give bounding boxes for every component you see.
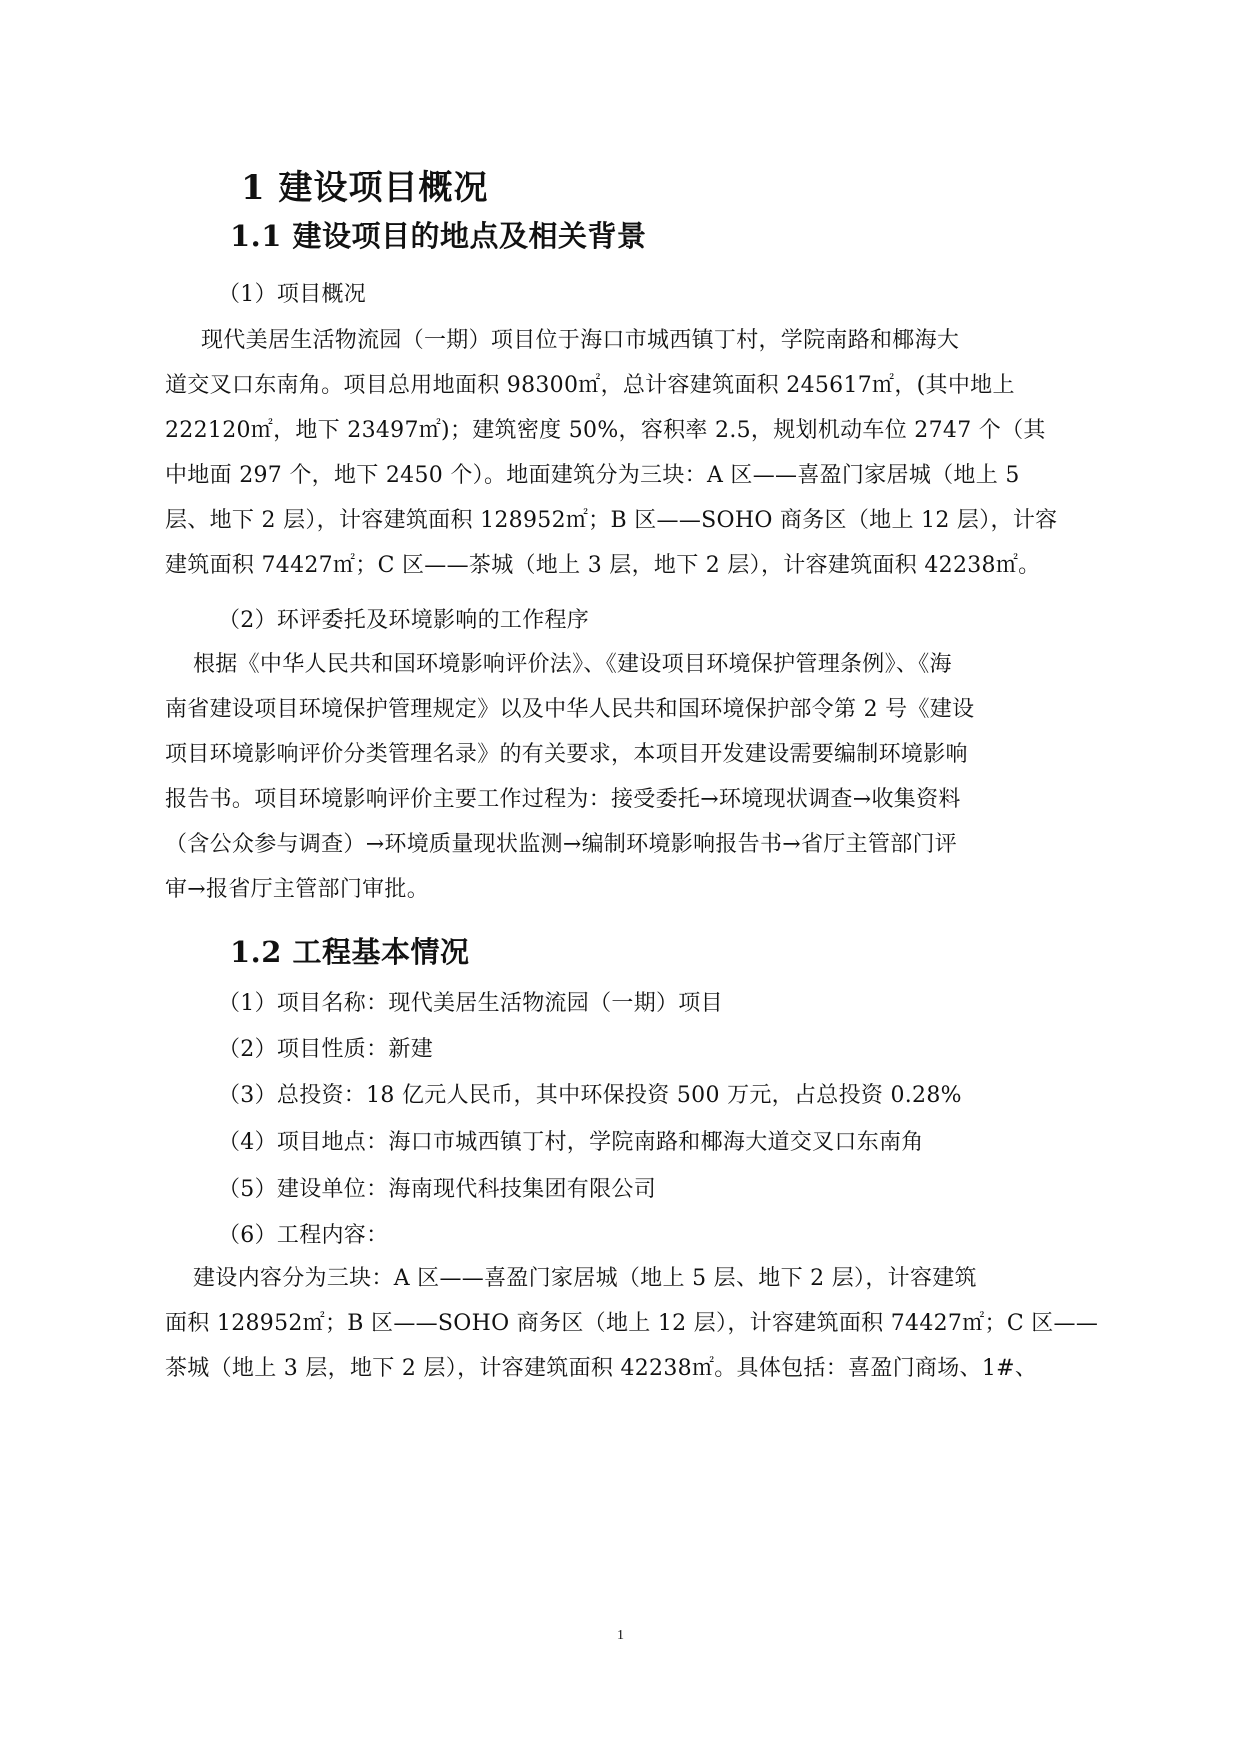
- list-item-project-content: （6）工程内容：: [218, 1223, 389, 1248]
- paragraph-line: 报告书。项目环境影响评价主要工作过程为：接受委托→环境现状调查→收集资料: [165, 787, 961, 812]
- paragraph-line: 南省建设项目环境保护管理规定》以及中华人民共和国环境保护部令第 2 号《建设: [165, 697, 975, 722]
- subsection-label-project-overview: （1）项目概况: [218, 282, 367, 307]
- list-item-project-location: （4）项目地点：海口市城西镇丁村，学院南路和椰海大道交叉口东南角: [218, 1130, 924, 1155]
- paragraph-line: 茶城（地上 3 层，地下 2 层），计容建筑面积 42238㎡。具体包括：喜盈门商场、1#、: [165, 1356, 1038, 1381]
- list-item-total-investment: （3）总投资：18 亿元人民币，其中环保投资 500 万元，占总投资 0.28%: [218, 1083, 962, 1108]
- paragraph-line: 222120㎡，地下 23497㎡)；建筑密度 50%，容积率 2.5，规划机动车位 2747 个（其: [165, 418, 1046, 443]
- list-item-project-nature: （2）项目性质：新建: [218, 1037, 433, 1062]
- paragraph-line: 审→报省厅主管部门审批。: [165, 877, 430, 902]
- page-number: 1: [617, 1628, 624, 1643]
- list-item-project-name: （1）项目名称：现代美居生活物流园（一期）项目: [218, 991, 723, 1016]
- paragraph-project-overview: [165, 318, 1077, 588]
- paragraph-construction-content: [165, 1256, 1099, 1391]
- paragraph-line: 建设内容分为三块：A 区——喜盈门家居城（地上 5 层、地下 2 层），计容建筑: [193, 1266, 977, 1291]
- paragraph-line: 建筑面积 74427㎡；C 区——茶城（地上 3 层，地下 2 层），计容建筑面积 42238㎡。: [165, 553, 1041, 578]
- subsection-label-eia-procedure: （2）环评委托及环境影响的工作程序: [218, 608, 590, 633]
- list-item-construction-unit: （5）建设单位：海南现代科技集团有限公司: [218, 1177, 656, 1202]
- paragraph-line: 项目环境影响评价分类管理名录》的有关要求，本项目开发建设需要编制环境影响: [165, 742, 968, 767]
- paragraph-line: （含公众参与调查）→环境质量现状监测→编制环境影响报告书→省厅主管部门评: [165, 832, 958, 857]
- chapter-heading: 1 建设项目概况: [241, 168, 489, 208]
- paragraph-line: 面积 128952㎡；B 区——SOHO 商务区（地上 12 层），计容建筑面积 74427㎡；C 区——: [165, 1311, 1099, 1336]
- paragraph-line: 现代美居生活物流园（一期）项目位于海口市城西镇丁村，学院南路和椰海大: [201, 328, 960, 353]
- paragraph-line: 道交叉口东南角。项目总用地面积 98300㎡，总计容建筑面积 245617㎡，(其中地上: [165, 373, 1015, 398]
- section-heading-1-1: 1.1 建设项目的地点及相关背景: [230, 219, 647, 253]
- paragraph-eia-procedure: [165, 642, 1077, 912]
- paragraph-line: 层、地下 2 层），计容建筑面积 128952㎡；B 区——SOHO 商务区（地上 12 层），计容: [165, 508, 1058, 533]
- paragraph-line: 中地面 297 个，地下 2450 个）。地面建筑分为三块：A 区——喜盈门家居城（地上 5: [165, 463, 1020, 488]
- paragraph-line: 根据《中华人民共和国环境影响评价法》、《建设项目环境保护管理条例》、《海: [193, 652, 952, 677]
- section-heading-1-2: 1.2 工程基本情况: [230, 935, 470, 969]
